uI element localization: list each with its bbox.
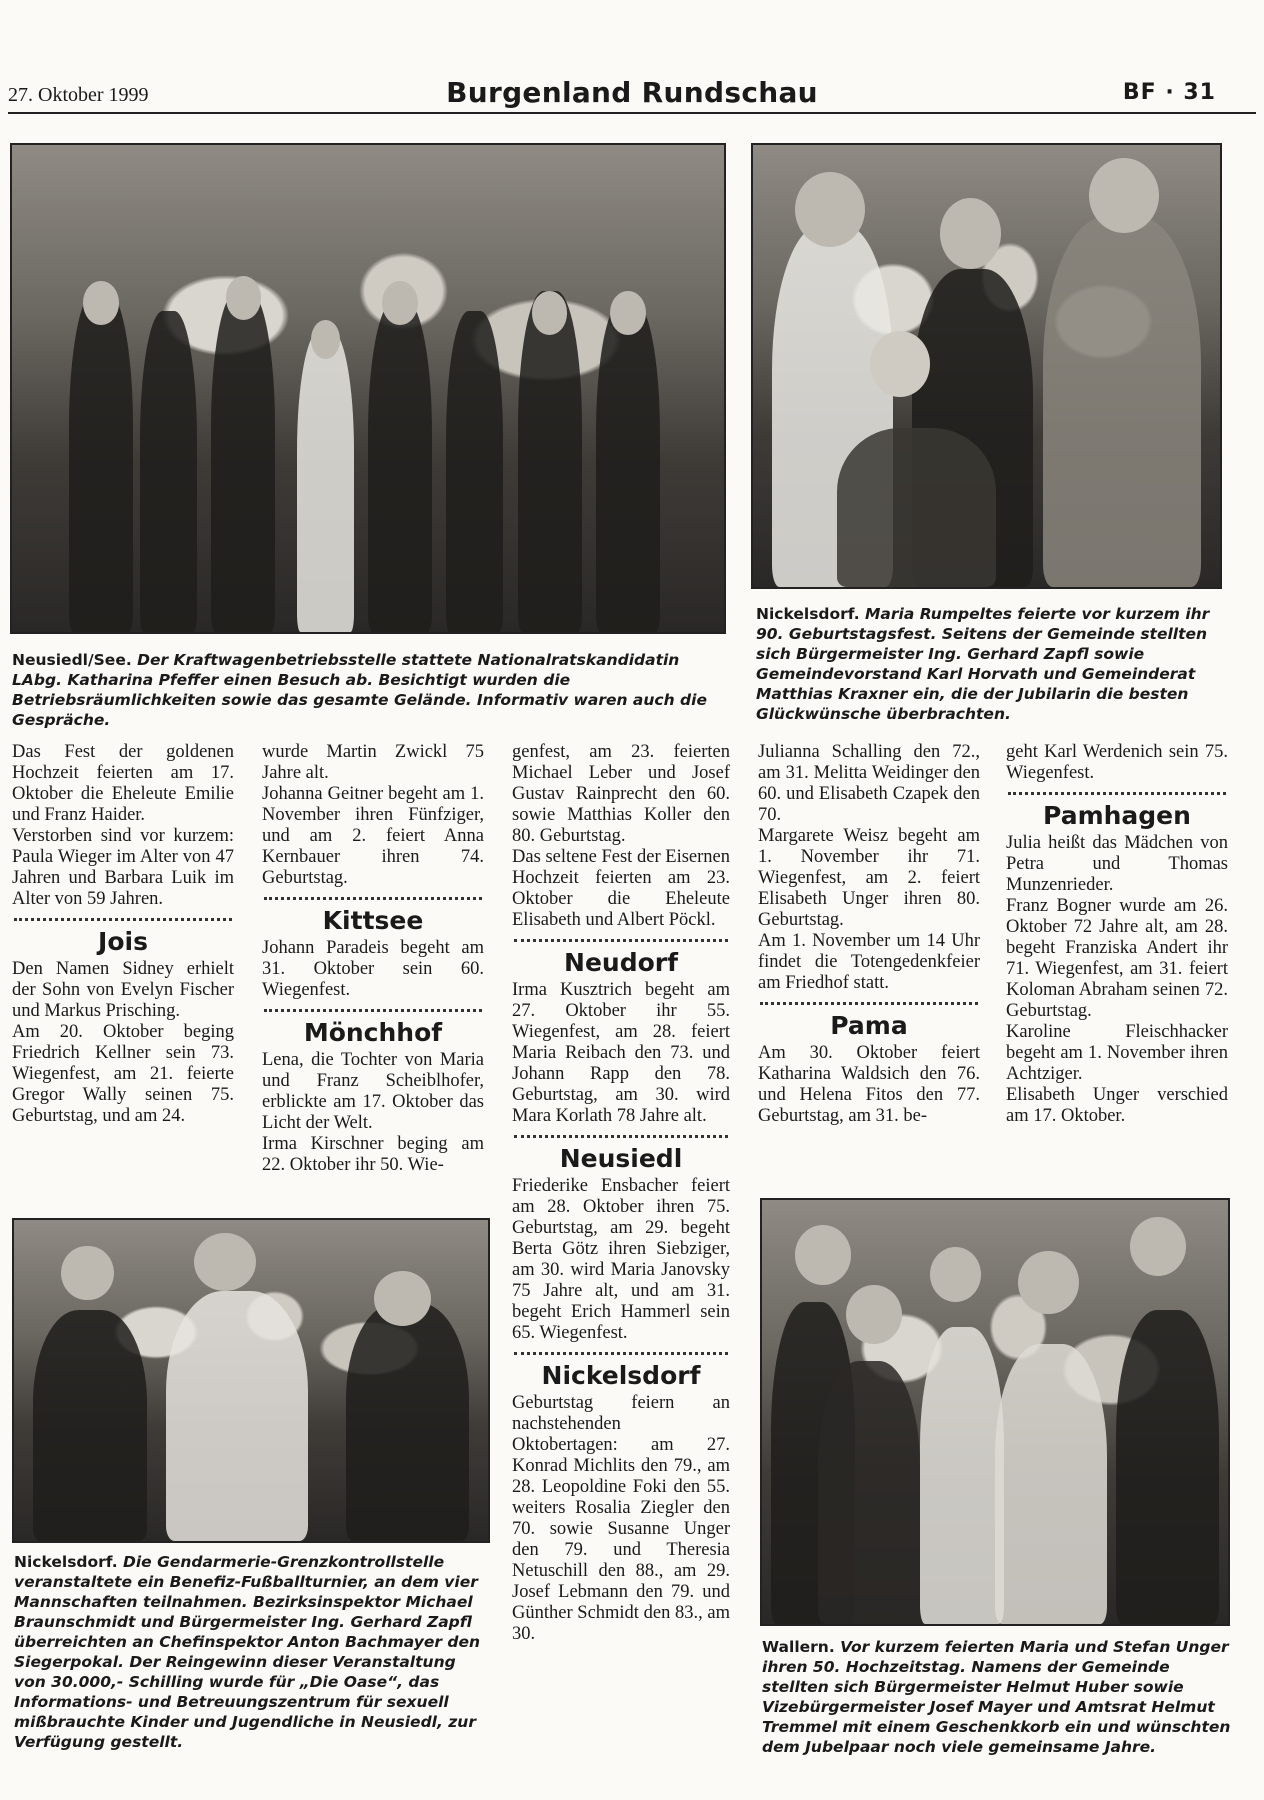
paragraph: Franz Bogner wurde am 26. Oktober 72 Jahre alt, am 28. begeht Franziska Andert ihr 71. Wiegenfest, am 31. feiert Koloman Abraham seinen 72. Geburtstag. bbox=[1006, 896, 1228, 1021]
dotted-divider bbox=[760, 1002, 978, 1005]
dotted-divider bbox=[1008, 792, 1226, 795]
article-column-3 bbox=[512, 742, 730, 1645]
dotted-divider bbox=[14, 918, 232, 921]
paragraph: Margarete Weisz begeht am 1. November ihr 71. Wiegenfest, am 2. feiert Elisabeth Unger ihren 80. Geburtstag. bbox=[758, 826, 980, 930]
paragraph: Den Namen Sidney erhielt der Sohn von Evelyn Fischer und Markus Prisching. bbox=[12, 959, 234, 1021]
article-column-2 bbox=[262, 742, 484, 1176]
paragraph: Johann Paradeis begeht am 31. Oktober sein 60. Wiegenfest. bbox=[262, 938, 484, 1000]
paragraph: genfest, am 23. feierten Michael Leber und Josef Gustav Rainprecht den 60. sowie Matthias Koller den 80. Geburtstag. bbox=[512, 742, 730, 846]
dotted-divider bbox=[514, 1352, 728, 1355]
caption-nickelsdorf-top bbox=[756, 604, 1226, 724]
caption-text: Der Kraftwagenbetriebsstelle stattete Nationalratskandidatin LAbg. Katharina Pfeffer einen Besuch ab. Besichtigt wurden die Betriebsräumlichkeiten sowie das gesamte Gelände. Informativ waren auch die Gespräche. bbox=[12, 651, 707, 729]
paragraph: Am 30. Oktober feiert Katharina Waldsich den 76. und Helena Fitos den 77. Geburtstag, am 31. be- bbox=[758, 1043, 980, 1126]
paragraph: Geburtstag feiern an nachstehenden Oktobertagen: am 27. Konrad Michlits den 79., am 28. Leopoldine Foki den 55. weiters Rosalia Ziegler den 70. sowie Susanne Unger den 79. und Theresia Netuschill den 88., am 29. Josef Lebmann den 79. und Günther Schmidt den 83., am 30. bbox=[512, 1393, 730, 1644]
paragraph: Das Fest der goldenen Hochzeit feierten am 17. Oktober die Eheleute Emilie und Franz Haider. bbox=[12, 742, 234, 825]
paragraph: Lena, die Tochter von Maria und Franz Scheiblhofer, erblickte am 17. Oktober das Licht der Welt. bbox=[262, 1050, 484, 1133]
caption-text: Vor kurzem feierten Maria und Stefan Unger ihren 50. Hochzeitstag. Namens der Gemeinde stellten sich Bürgermeister Helmut Huber sowie Vizebürgermeister Josef Mayer und Amtsrat Helmut Tremmel mit einem Geschenkkorb ein und wünschten dem Jubelpaar noch viele gemeinsame Jahre. bbox=[762, 1638, 1231, 1756]
caption-place: Wallern. bbox=[762, 1638, 835, 1656]
paragraph: Julianna Schalling den 72., am 31. Melitta Weidinger den 60. und Elisabeth Czapek den 70. bbox=[758, 742, 980, 825]
article-column-1 bbox=[12, 742, 234, 1127]
caption-place: Nickelsdorf. bbox=[756, 605, 860, 623]
paragraph: Irma Kirschner beging am 22. Oktober ihr 50. Wie- bbox=[262, 1134, 484, 1175]
dotted-divider bbox=[264, 1009, 482, 1012]
section-heading-neudorf: Neudorf bbox=[564, 948, 678, 977]
section-heading-jois: Jois bbox=[98, 927, 148, 956]
section-heading-nickelsdorf: Nickelsdorf bbox=[541, 1361, 701, 1390]
caption-text: Die Gendarmerie-Grenzkontrollstelle veranstaltete ein Benefiz-Fußballturnier, an dem vier Mannschaften teilnahmen. Bezirksinspektor Michael Braunschmidt und Bürgermeister Ing. Gerhard Zapfl überreichten an Chefinspektor Anton Bachmayer den Siegerpokal. Der Reingewinn dieser Veranstaltung von 30.000,- Schilling wurde für „Die Oase“, das Informations- und Betreuungszentrum für sexuell mißbrauchte Kinder und Jugendliche in Neusiedl, zur Verfügung gestellt. bbox=[14, 1553, 481, 1751]
header-rule bbox=[8, 112, 1256, 114]
section-heading-neusiedl: Neusiedl bbox=[559, 1144, 683, 1173]
paragraph: Am 1. November um 14 Uhr findet die Totengedenkfeier am Friedhof statt. bbox=[758, 931, 980, 993]
dotted-divider bbox=[264, 897, 482, 900]
paragraph: Verstorben sind vor kurzem: Paula Wieger im Alter von 47 Jahren und Barbara Luik im Alter von 59 Jahren. bbox=[12, 826, 234, 909]
issue-date: 27. Oktober 1999 bbox=[8, 84, 149, 106]
photo-nickelsdorf-birthday bbox=[751, 143, 1222, 589]
article-column-4 bbox=[758, 742, 980, 1127]
photo-wallern-anniversary bbox=[760, 1198, 1230, 1626]
photo-group-neusiedl bbox=[10, 143, 726, 634]
caption-place: Nickelsdorf. bbox=[14, 1553, 118, 1571]
page-number: BF · 31 bbox=[1122, 80, 1216, 105]
article-column-5 bbox=[1006, 742, 1228, 1127]
dotted-divider bbox=[514, 939, 728, 942]
paragraph: geht Karl Werdenich sein 75. Wiegenfest. bbox=[1006, 742, 1228, 783]
paragraph: Johanna Geitner begeht am 1. November ihren Fünfziger, und am 2. feiert Anna Kernbauer ihren 74. Geburtstag. bbox=[262, 784, 484, 888]
paragraph: Julia heißt das Mädchen von Petra und Thomas Munzenrieder. bbox=[1006, 833, 1228, 895]
paragraph: Das seltene Fest der Eisernen Hochzeit feierten am 23. Oktober die Eheleute Elisabeth und Albert Pöckl. bbox=[512, 847, 730, 930]
caption-place: Neusiedl/See. bbox=[12, 651, 132, 669]
caption-wallern bbox=[762, 1637, 1232, 1757]
section-heading-pamhagen: Pamhagen bbox=[1043, 801, 1191, 830]
paragraph: Friederike Ensbacher feiert am 28. Oktober ihren 75. Geburtstag, am 29. begeht Berta Götz ihren Siebziger, am 30. wird Maria Janovsky 75 Jahre alt, und am 31. begeht Erich Hammerl sein 65. Wiegenfest. bbox=[512, 1176, 730, 1343]
caption-text: Maria Rumpeltes feierte vor kurzem ihr 90. Geburtstagsfest. Seitens der Gemeinde stellten sich Bürgermeister Ing. Gerhard Zapfl sowie Gemeindevorstand Karl Horvath und Gemeinderat Matthias Kraxner ein, die der Jubilarin die besten Glückwünsche überbrachten. bbox=[756, 605, 1210, 723]
paragraph: Am 20. Oktober beging Friedrich Kellner sein 73. Wiegenfest, am 21. feierte Gregor Wally seinen 75. Geburtstag, und am 24. bbox=[12, 1022, 234, 1126]
paragraph: wurde Martin Zwickl 75 Jahre alt. bbox=[262, 742, 484, 783]
newspaper-title: Burgenland Rundschau bbox=[446, 76, 818, 109]
section-heading-kittsee: Kittsee bbox=[322, 906, 424, 935]
section-heading-moenchhof: Mönchhof bbox=[303, 1018, 443, 1047]
paragraph: Karoline Fleischhacker begeht am 1. November ihren Achtziger. bbox=[1006, 1022, 1228, 1084]
caption-neusiedl-see bbox=[12, 650, 730, 730]
paragraph: Irma Kusztrich begeht am 27. Oktober ihr 55. Wiegenfest, am 28. feiert Maria Reibach den 73. und Johann Rapp den 78. Geburtstag, am 30. wird Mara Korlath 78 Jahre alt. bbox=[512, 980, 730, 1126]
photo-trophy-handover bbox=[12, 1218, 490, 1543]
section-heading-pama: Pama bbox=[830, 1011, 908, 1040]
paragraph: Elisabeth Unger verschied am 17. Oktober. bbox=[1006, 1085, 1228, 1126]
caption-nickelsdorf-bottom bbox=[14, 1552, 488, 1752]
dotted-divider bbox=[514, 1135, 728, 1138]
